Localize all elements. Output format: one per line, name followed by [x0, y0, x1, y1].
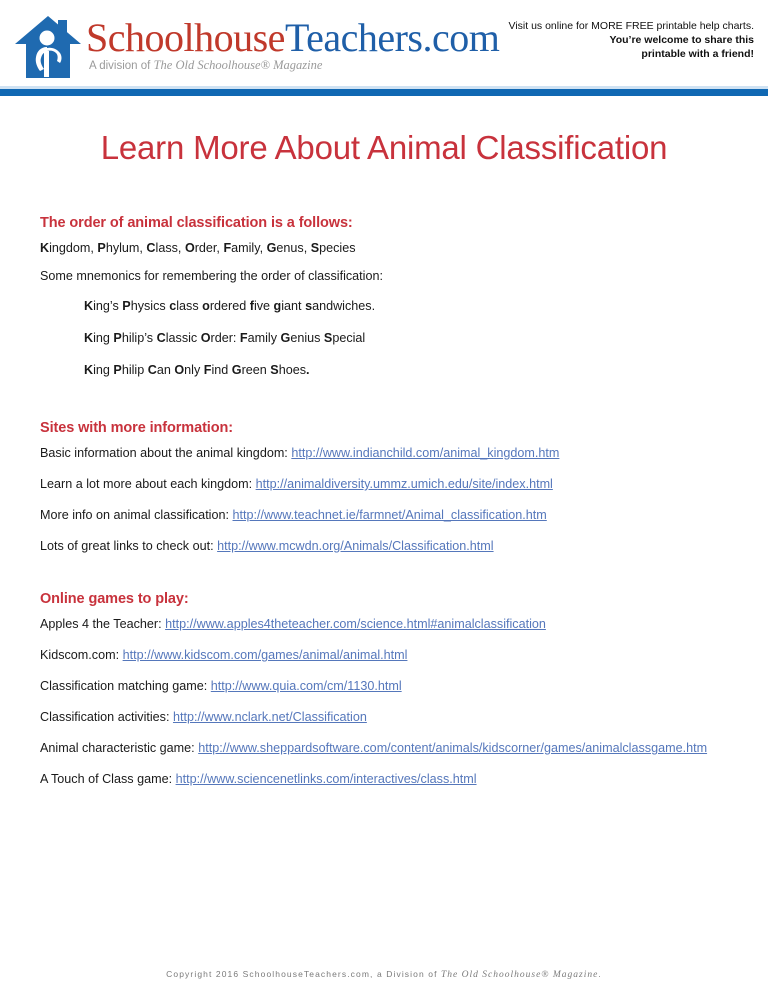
resource-line: [40, 476, 728, 493]
mnemonic-list: [40, 298, 728, 378]
bold-initial: .: [306, 363, 310, 377]
resource-line: [40, 771, 728, 788]
bold-initial: C: [147, 363, 157, 377]
bold-initial: G: [266, 241, 277, 255]
bold-initial: S: [310, 241, 320, 255]
bold-initial: P: [113, 363, 122, 377]
resource-line: [40, 709, 728, 726]
house-with-person-icon: [14, 14, 82, 84]
resource-link[interactable]: http://www.nclark.net/Classification: [172, 710, 367, 724]
section-sites: [40, 420, 728, 555]
bold-initial: f: [249, 299, 254, 313]
resource-label: Apples 4 the Teacher:: [40, 617, 166, 631]
resource-label: Animal characteristic game:: [40, 741, 199, 755]
resource-line: [40, 538, 728, 555]
section-heading-games: Online games to play:: [40, 591, 189, 607]
resource-link[interactable]: http://www.mcwdn.org/Animals/Classification.html: [217, 539, 494, 553]
page-title: Learn More About Animal Classification: [100, 129, 668, 166]
resource-link[interactable]: http://www.sheppardsoftware.com/content/animals/kidscorner/games/animalclassgame.htm: [198, 741, 708, 755]
resource-link[interactable]: http://www.apples4theteacher.com/science.html#animalclassification: [165, 617, 546, 631]
footer-magazine-name: The Old Schoolhouse® Magazine: [441, 970, 599, 980]
header-divider-blue: [0, 89, 768, 96]
bold-initial: P: [113, 331, 122, 345]
bold-initial: O: [184, 241, 195, 255]
resource-label: More info on animal classification:: [40, 508, 233, 522]
bold-initial: g: [273, 299, 282, 313]
mnemonic-line: King Philip Can Only Find Green Shoes.: [84, 363, 310, 377]
bold-initial: c: [169, 299, 177, 313]
bold-initial: s: [305, 299, 313, 313]
resource-line: [40, 445, 728, 462]
logo-tagline: [89, 58, 499, 73]
logo-tagline-magazine: The Old Schoolhouse® Magazine: [153, 58, 323, 72]
resource-line: [40, 507, 728, 524]
resource-label: Basic information about the animal kingdom:: [40, 446, 292, 460]
bold-initial: F: [203, 363, 212, 377]
promo-message: [509, 19, 755, 61]
resource-label: Lots of great links to check out:: [40, 539, 218, 553]
footer-copyright-prefix: Copyright 2016 SchoolhouseTeachers.com, a Division of: [166, 969, 442, 979]
bold-initial: P: [97, 241, 106, 255]
page-header: [0, 0, 768, 86]
bold-initial: S: [323, 331, 333, 345]
games-link-list: [40, 616, 728, 788]
mnemonics-intro: Some mnemonics for remembering the order of classification:: [40, 269, 383, 283]
footer-copyright-suffix: .: [598, 969, 602, 979]
bold-initial: K: [84, 363, 94, 377]
bold-initial: C: [146, 241, 156, 255]
bold-initial: O: [174, 363, 185, 377]
resource-line: [40, 678, 728, 695]
resource-line: [40, 647, 728, 664]
promo-line-1: Visit us online for MORE FREE printable help charts.: [508, 20, 754, 32]
page-content: [0, 215, 768, 788]
bold-initial: K: [84, 331, 94, 345]
logo-tagline-prefix: A division of: [89, 60, 154, 72]
page-footer: [0, 969, 768, 980]
resource-link[interactable]: http://www.quia.com/cm/1130.html: [210, 679, 402, 693]
resource-link[interactable]: http://animaldiversity.ummz.umich.edu/site/index.html: [255, 477, 553, 491]
resource-link[interactable]: http://www.kidscom.com/games/animal/animal.html: [122, 648, 408, 662]
promo-line-3: printable with a friend!: [641, 48, 754, 60]
resource-label: Classification activities:: [40, 710, 173, 724]
logo-wordmark-teachers: Teachers.com: [284, 15, 500, 60]
mnemonic-line: King’s Physics class ordered five giant sandwiches.: [84, 299, 376, 313]
spacer-after-sites: [40, 569, 728, 591]
bold-initial: S: [270, 363, 279, 377]
resource-link[interactable]: http://www.sciencenetlinks.com/interactives/class.html: [175, 772, 477, 786]
bold-initial: K: [40, 241, 50, 255]
rank-list: Kingdom, Phylum, Class, Order, Family, Genus, Species: [40, 241, 356, 255]
resource-label: Classification matching game:: [40, 679, 211, 693]
section-order-of-classification: [40, 215, 728, 378]
bold-initial: P: [122, 299, 131, 313]
bold-initial: o: [202, 299, 210, 313]
section-games: [40, 591, 728, 788]
bold-initial: G: [231, 363, 242, 377]
section-heading-sites: Sites with more information:: [40, 420, 233, 436]
sites-link-list: [40, 445, 728, 555]
bold-initial: O: [200, 331, 211, 345]
site-logo[interactable]: [14, 14, 499, 84]
resource-link[interactable]: http://www.teachnet.ie/farmnet/Animal_classification.htm: [232, 508, 547, 522]
bold-initial: K: [84, 299, 94, 313]
mnemonic-line: King Philip’s Classic Order: Family Genius Special: [84, 331, 366, 345]
bold-initial: F: [239, 331, 248, 345]
logo-wordmark: [86, 16, 499, 60]
spacer-after-order: [40, 394, 728, 420]
logo-wordmark-schoolhouse: Schoolhouse: [86, 15, 285, 60]
resource-label: A Touch of Class game:: [40, 772, 176, 786]
resource-label: Learn a lot more about each kingdom:: [40, 477, 256, 491]
section-heading-order: The order of animal classification is a follows:: [40, 215, 353, 231]
resource-link[interactable]: http://www.indianchild.com/animal_kingdom.htm: [291, 446, 560, 460]
resource-label: Kidscom.com:: [40, 648, 123, 662]
resource-line: [40, 740, 728, 757]
bold-initial: G: [280, 331, 291, 345]
promo-line-2: You’re welcome to share this: [609, 34, 754, 46]
bold-initial: F: [223, 241, 232, 255]
resource-line: [40, 616, 728, 633]
bold-initial: C: [156, 331, 166, 345]
